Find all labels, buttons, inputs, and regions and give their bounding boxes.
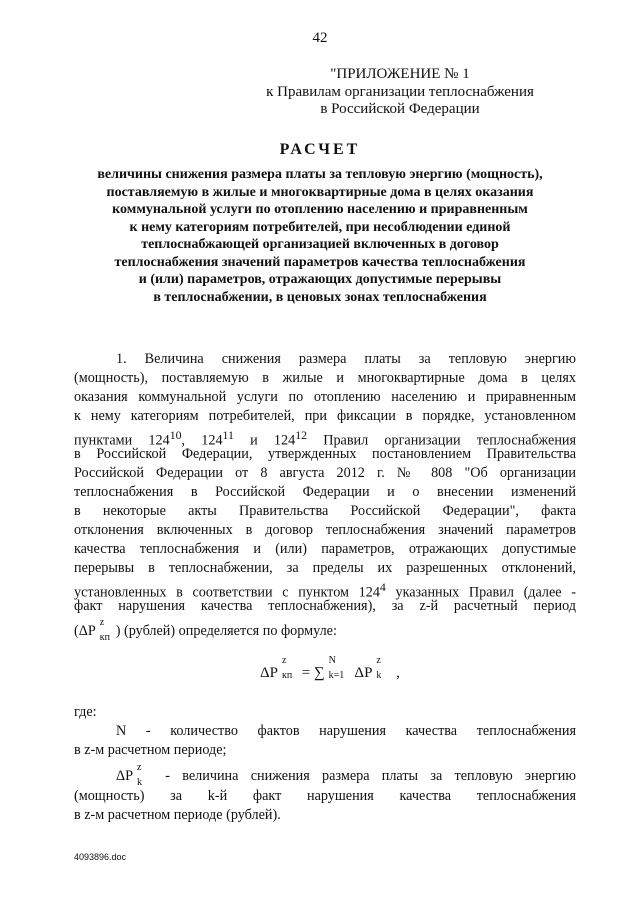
- paragraph-line: в Российской Федерации, утвержденных постановлением Правительства: [74, 446, 576, 462]
- paragraph-line: (мощность), поставляемую в жилые и многоквартирные дома в целях: [74, 370, 576, 386]
- document-subtitle: [40, 166, 600, 306]
- subtitle-line: к нему категориям потребителей, при несоблюдении единой: [129, 219, 511, 235]
- paragraph-line: отклонения включенных в договор теплоснабжения значений параметров: [74, 522, 576, 538]
- subtitle-line: теплоснабжения значений параметров качества теплоснабжения: [114, 254, 526, 270]
- superscript: 10: [169, 428, 182, 442]
- appendix-subtitle-line: к Правилам организации теплоснабжения: [266, 84, 534, 100]
- text-fragment: , 124: [181, 432, 223, 449]
- formula-term: ΔP z k: [354, 655, 382, 681]
- appendix-title: "ПРИЛОЖЕНИЕ № 1: [330, 66, 470, 82]
- paragraph-line: Российской Федерации от 8 августа 2012 г. № 808 "Об организации: [74, 465, 576, 481]
- sum-symbol: ∑: [313, 665, 325, 681]
- formula-close-paren: ): [115, 623, 121, 639]
- definition-line: N - количество фактов нарушения качества теплоснабжения: [116, 723, 576, 739]
- paragraph-line: 1. Величина снижения размера платы за тепловую энергию: [116, 351, 576, 367]
- formula-lhs: ΔP z кп: [260, 655, 293, 681]
- text-fragment: (рублей) определяется по формуле:: [120, 623, 337, 639]
- paragraph-line: качества теплоснабжения и (или) параметров, отражающих допустимые: [74, 541, 576, 557]
- formula-comma: ,: [392, 665, 400, 681]
- symbol-delta-p-kp: ΔP z кп: [78, 617, 110, 643]
- subtitle-line: теплоснабжающей организацией включенных в договор: [141, 237, 499, 252]
- paragraph-line: в некоторые акты Правительства Российской Федерации", факта: [74, 503, 576, 519]
- subtitle-line: величины снижения размера платы за тепловую энергию (мощность),: [97, 167, 543, 182]
- subtitle-line: поставляемую в жилые и многоквартирные дома в целях оказания: [106, 184, 534, 200]
- where-label: где:: [74, 704, 97, 720]
- definition-line: [116, 764, 576, 786]
- subtitle-line: и (или) параметров, отражающих допустимые перерывы: [138, 272, 502, 287]
- footer-filename: 4093896.doc: [74, 852, 127, 862]
- formula-equals: =: [298, 665, 314, 681]
- paragraph-line: факт нарушения качества теплоснабжения), за z-й расчетный период: [74, 598, 576, 614]
- paragraph-line: [74, 619, 576, 641]
- paragraph-line: оказания коммунальной услуги по отоплению населению и приравненным: [74, 389, 576, 405]
- paragraph-line: перерывы в теплоснабжении, за пределы их разрешенных отклонений,: [74, 560, 576, 576]
- subtitle-line: в теплоснабжении, в ценовых зонах теплоснабжения: [153, 289, 487, 305]
- text-fragment: и 124: [233, 432, 296, 449]
- formula: [260, 655, 400, 682]
- subtitle-line: коммунальной услуги по отоплению населению и приравненным: [112, 202, 528, 217]
- page-number: 42: [312, 30, 328, 46]
- paragraph-line: теплоснабжения в Российской Федерации и о внесении изменений: [74, 484, 576, 500]
- document-title: РАСЧЕТ: [279, 141, 361, 158]
- text-fragment: - величина снижения размера платы за тепловую энергию: [153, 768, 576, 784]
- text-fragment: указанных Правил (далее -: [385, 584, 576, 601]
- definition-line: (мощность) за k-й факт нарушения качества теплоснабжения: [74, 788, 576, 804]
- definition-line: в z-м расчетном периоде (рублей).: [74, 807, 281, 823]
- superscript: 4: [379, 580, 386, 594]
- text-fragment: установленных в соответствии с пунктом 124: [74, 584, 380, 601]
- paragraph-line: к нему категориям потребителей, при фиксации в порядке, установленном: [74, 408, 576, 424]
- sum-limits: N k=1: [328, 655, 345, 681]
- definition-line: в z-м расчетном периоде;: [74, 742, 227, 758]
- symbol-delta-p-k: ΔP z k: [116, 762, 143, 788]
- text-fragment: Правил организации теплоснабжения: [307, 432, 577, 449]
- superscript: 11: [222, 428, 234, 442]
- appendix-subtitle-line: в Российской Федерации: [320, 101, 480, 117]
- text-fragment: пунктами 124: [74, 432, 170, 449]
- formula-open-paren: (: [74, 623, 79, 639]
- superscript: 12: [295, 428, 308, 442]
